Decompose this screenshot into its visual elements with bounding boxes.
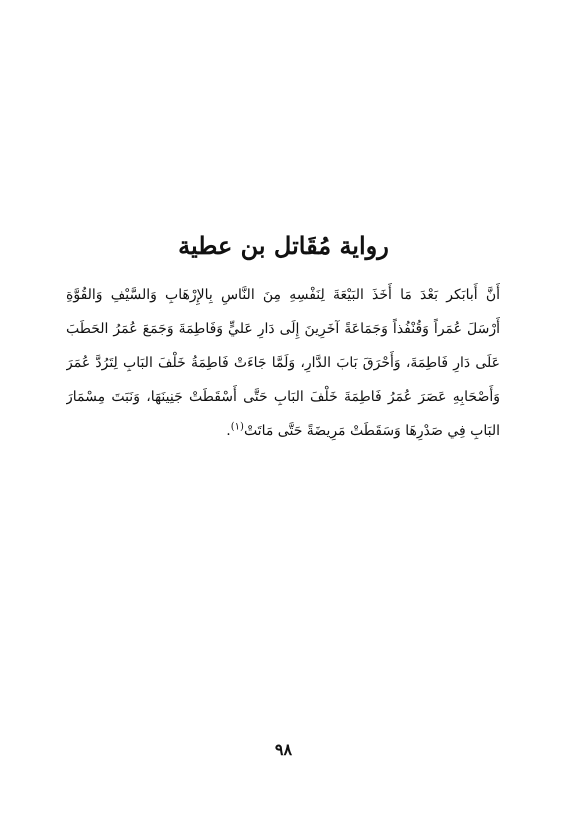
body-line-5-text: البَابِ فِي صَدْرِهَا وَسَقَطَتْ مَرِيضَةً حَتَّى مَاتَتْ (243, 423, 500, 439)
body-line-1: أَنَّ أَبابَكر بَعْدَ مَا أَخَذَ البَيْعَةَ لِنَفْسِهِ مِنَ النَّاسِ بِالإِرْهَابِ وَالسَّيْفِ وَالقُوَّةِ (66, 287, 500, 303)
body-line-2: أَرْسَلَ عُمَراً وَقُنْفُذاً وَجَمَاعَةً آخَرِينَ إِلَى دَارِ عَليٍّ وَفَاطِمَةَ وَجَمَعَ عُمَرُ الحَطَبَ (66, 321, 500, 337)
section-heading: رواية مُقَاتل بن عطية (178, 231, 389, 260)
final-period: . (226, 423, 231, 439)
body-paragraph (66, 278, 500, 448)
footnote-reference[interactable]: (١) (230, 421, 244, 433)
page-number: ٩٨ (274, 740, 293, 759)
body-line-4: وَأَصْحَابِهِ عَصَرَ عُمَرُ فَاطِمَةَ خَلْفَ البَابِ حَتَّى أَسْقَطَتْ جَنِينَهَا، وَنَبَتَ مِسْمَارَ (66, 389, 500, 405)
body-line-5 (66, 414, 500, 448)
body-line-3: عَلَى دَارِ فَاطِمَةَ، وَأَحْرَقَ بَابَ الدَّارِ، وَلَمَّا جَاءَتْ فَاطِمَةُ خَلْفَ البَابِ لِتَرُدَّ عُمَرَ (66, 355, 500, 371)
